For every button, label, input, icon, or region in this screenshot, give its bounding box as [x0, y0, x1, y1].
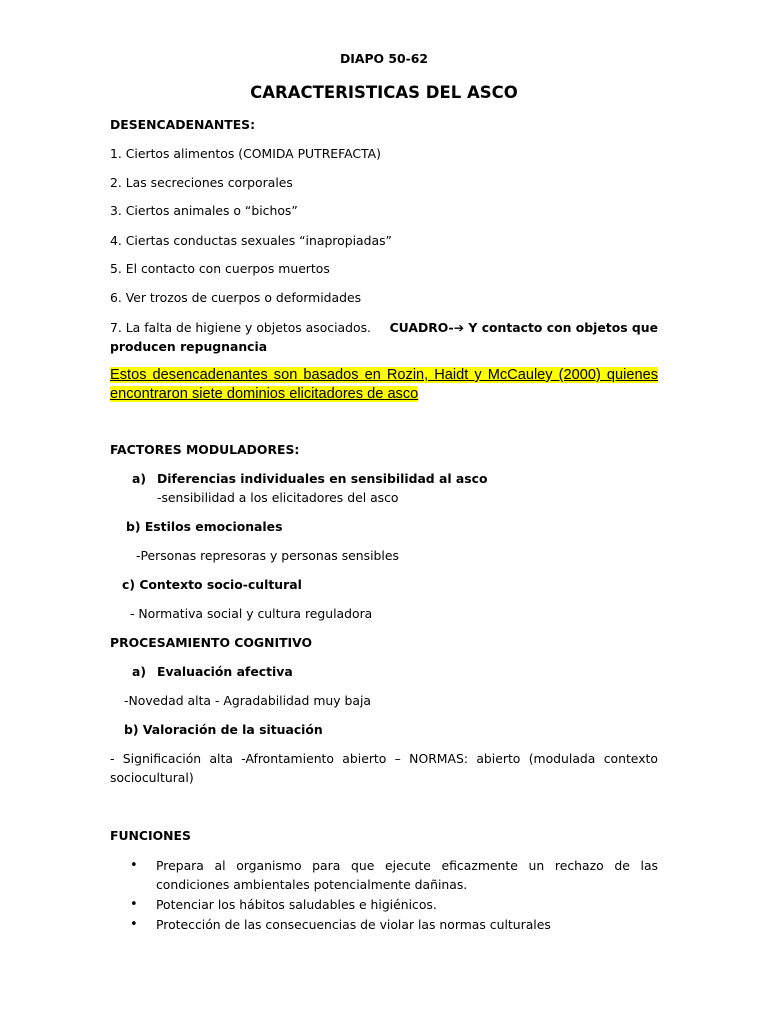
- section-heading-funciones: FUNCIONES: [110, 828, 191, 843]
- proc-b-title: b) Valoración de la situación: [124, 722, 323, 737]
- arrow-right-icon: ➔: [453, 320, 465, 335]
- slide-range: DIAPO 50-62: [339, 51, 429, 66]
- section-heading-procesamiento: PROCESAMIENTO COGNITIVO: [110, 635, 313, 650]
- list-item: [130, 856, 658, 894]
- bullet-text: Protección de las consecuencias de violar las normas culturales: [156, 917, 551, 932]
- bullet-icon: •: [130, 897, 138, 912]
- page-title: CARACTERISTICAS DEL ASCO: [250, 83, 518, 102]
- list-item: 5. El contacto con cuerpos muertos: [110, 261, 330, 276]
- list-item: [130, 895, 658, 914]
- proc-a-sub: -Novedad alta - Agradabilidad muy baja: [124, 693, 372, 708]
- list-item-7-line2: producen repugnancia: [110, 339, 268, 354]
- item7-prefix: 7. La falta de higiene y objetos asociados.: [110, 320, 371, 335]
- section-heading-factores: FACTORES MODULADORES:: [110, 442, 300, 457]
- factor-c-title: c) Contexto socio-cultural: [122, 577, 302, 592]
- bullet-icon: •: [130, 917, 138, 932]
- factor-a-label: a): [132, 471, 147, 486]
- section-heading-desencadenantes: DESENCADENANTES:: [110, 117, 256, 132]
- item7-cuadro: [390, 319, 658, 337]
- list-item: 6. Ver trozos de cuerpos o deformidades: [110, 290, 362, 305]
- factor-c-sub: - Normativa social y cultura reguladora: [130, 606, 373, 621]
- proc-b-sub-line2: sociocultural): [110, 770, 194, 785]
- bullet-text: Prepara al organismo para que ejecute eficazmente un rechazo de las condiciones ambientales potencialmente dañinas.: [156, 858, 658, 892]
- list-item: [130, 915, 658, 934]
- proc-a-label: a): [132, 664, 147, 679]
- factor-b-sub: -Personas represoras y personas sensibles: [136, 548, 399, 563]
- list-item: 2. Las secreciones corporales: [110, 175, 293, 190]
- bullet-text: Potenciar los hábitos saludables e higiénicos.: [156, 897, 437, 912]
- factor-a-title: Diferencias individuales en sensibilidad al asco: [157, 471, 488, 486]
- list-item: 1. Ciertos alimentos (COMIDA PUTREFACTA): [110, 146, 381, 161]
- factor-a-sub: -sensibilidad a los elicitadores del asco: [157, 490, 399, 505]
- cuadro-label: CUADRO-: [389, 320, 454, 335]
- bullet-icon: •: [130, 858, 138, 873]
- highlighted-note: [110, 366, 658, 404]
- factor-b-title: b) Estilos emocionales: [126, 519, 283, 534]
- list-item: 3. Ciertos animales o “bichos”: [110, 203, 298, 218]
- list-item: 4. Ciertas conductas sexuales “inapropiadas”: [110, 233, 392, 248]
- item7-suffix: Y contacto con objetos que: [464, 320, 658, 335]
- list-item-7: [110, 319, 658, 337]
- highlight-text: Estos desencadenantes son basados en Rozin, Haidt y McCauley (2000) quienes encontraron siete dominios elicitadores de asco: [110, 367, 658, 402]
- proc-b-sub-line1: - Significación alta -Afrontamiento abierto – NORMAS: abierto (modulada contexto: [110, 751, 658, 766]
- proc-a-title: Evaluación afectiva: [157, 664, 293, 679]
